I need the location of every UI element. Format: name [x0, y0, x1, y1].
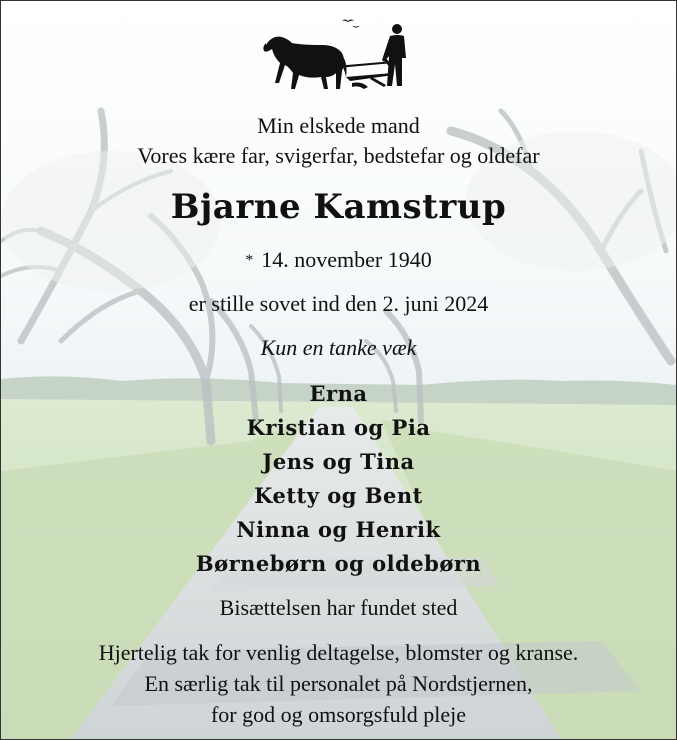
family-member: Kristian og Pia: [246, 415, 431, 440]
family-member: Erna: [309, 381, 368, 406]
thanks-line-3: for god og omsorgsfuld pleje: [210, 702, 466, 727]
obituary-text: [1, 1, 676, 739]
family-member: Ketty og Bent: [254, 483, 423, 508]
birth-star-icon: *: [245, 252, 254, 269]
birth-date: 14. november 1940: [261, 247, 432, 272]
memorial-quote: Kun en tanke væk: [260, 335, 417, 360]
thanks-line-1: Hjertelig tak for venlig deltagelse, blomster og kranse.: [98, 640, 579, 665]
funeral-notice: Bisættelsen har fundet sted: [219, 595, 458, 620]
family-member: Børnebørn og oldebørn: [195, 551, 482, 576]
family-member: Jens og Tina: [262, 449, 415, 474]
intro-line-1: Min elskede mand: [257, 113, 420, 138]
birth-line: [1, 247, 676, 273]
intro-line-2: Vores kære far, svigerfar, bedstefar og oldefar: [137, 143, 540, 168]
thanks-line-2: En særlig tak til personalet på Nordstjernen,: [144, 671, 533, 696]
deceased-name: Bjarne Kamstrup: [170, 187, 507, 227]
death-line: er stille sovet ind den 2. juni 2024: [188, 291, 489, 316]
family-member: Ninna og Henrik: [236, 517, 441, 542]
